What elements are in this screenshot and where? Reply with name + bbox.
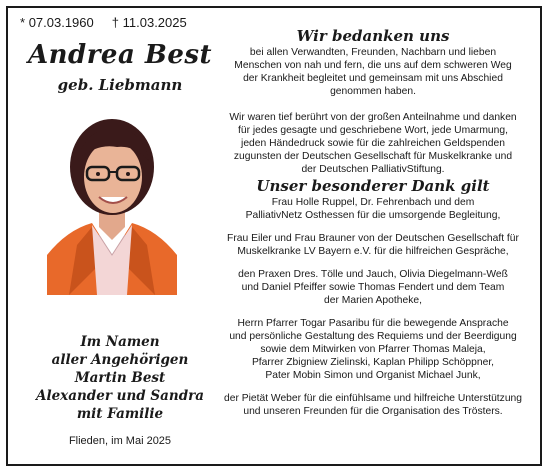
text-line: PalliativNetz Osthessen für die umsorgende Begleitung, [245, 210, 501, 221]
text-line: für jedes gesagte und geschriebene Wort, jede Umarmung, [238, 125, 508, 136]
birth-date [20, 15, 94, 30]
death-cross-symbol: † [111, 15, 119, 30]
heading-thanks: Wir bedanken uns [296, 27, 450, 45]
life-dates [20, 15, 220, 30]
thanks-paragraph [208, 46, 538, 98]
signoff-line: Im Namen [80, 334, 160, 350]
text-line: der Krankheit begleitet und gemeinsam mit uns Abschied [243, 73, 503, 84]
portrait-photo [47, 105, 177, 295]
text-line: Pater Mobin Simon und Organist Michael Junk, [265, 370, 481, 381]
text-line: Frau Holle Ruppel, Dr. Fehrenbach und dem [271, 197, 475, 208]
text-line: Herrn Pfarrer Togar Pasaribu für die bewegende Ansprache [237, 318, 509, 329]
text-line: der Deutschen PalliativStiftung. [301, 164, 445, 175]
thanks-text [208, 26, 538, 418]
text-line: genommen haben. [330, 86, 416, 97]
signoff-line: Martin Best [74, 370, 166, 386]
thanks-paragraph [208, 317, 538, 382]
text-line: Muskelkranke LV Bayern e.V. für die hilfreichen Gespräche, [237, 246, 509, 257]
text-line: der Marien Apotheke, [324, 295, 422, 306]
text-line: und persönliche Gestaltung des Requiems und der Beerdigung [229, 331, 517, 342]
signoff-line: Alexander und Sandra [35, 388, 205, 404]
text-line: der Pietät Weber für die einfühlsame und hilfreiche Unterstützung [223, 393, 522, 404]
text-line: Frau Eiler und Frau Brauner von der Deutschen Gesellschaft für [227, 233, 519, 244]
heading-special-thanks: Unser besonderer Dank gilt [256, 177, 490, 195]
text-line: zugunsten der Deutschen Gesellschaft für Muskelkranke und [233, 151, 513, 162]
birth-name: geb. Liebmann [57, 76, 183, 94]
thanks-paragraph [208, 232, 538, 258]
birth-symbol: * [20, 15, 26, 30]
text-line: sowie dem Mitwirken von Pfarrer Thomas Maleja, [260, 344, 486, 355]
text-line: Wir waren tief berührt von der großen Anteilnahme und danken [229, 112, 517, 123]
text-line: Pfarrer Zbigniew Zielinski, Kaplan Philipp Schöppner, [251, 357, 495, 368]
birth-date-value: 07.03.1960 [28, 15, 94, 30]
thanks-paragraph [208, 392, 538, 418]
text-line: jeden Händedruck sowie für die zahlreichen Geldspenden [241, 138, 505, 149]
thanks-paragraph [208, 196, 538, 222]
place-and-date: Flieden, im Mai 2025 [68, 435, 172, 447]
text-line: Menschen von nah und fern, die uns auf dem schweren Weg [234, 60, 512, 71]
text-line: bei allen Verwandten, Freunden, Nachbarn und lieben [249, 47, 497, 58]
portrait-illustration [47, 105, 177, 295]
death-date-value: 11.03.2025 [122, 15, 187, 30]
deceased-name: Andrea Best [27, 40, 213, 70]
signoff-line: mit Familie [76, 406, 164, 422]
text-line: und unseren Freunden für die Organisation des Trösters. [243, 406, 503, 417]
thanks-paragraph [208, 268, 538, 307]
thanks-paragraph [208, 111, 538, 176]
text-line: den Praxen Dres. Tölle und Jauch, Olivia Diegelmann-Weß [238, 269, 508, 280]
text-line: und Daniel Pfeiffer sowie Thomas Fendert und dem Team [241, 282, 505, 293]
death-date [112, 15, 187, 30]
signoff-line: aller Angehörigen [51, 352, 189, 368]
signoff-block [20, 333, 220, 423]
